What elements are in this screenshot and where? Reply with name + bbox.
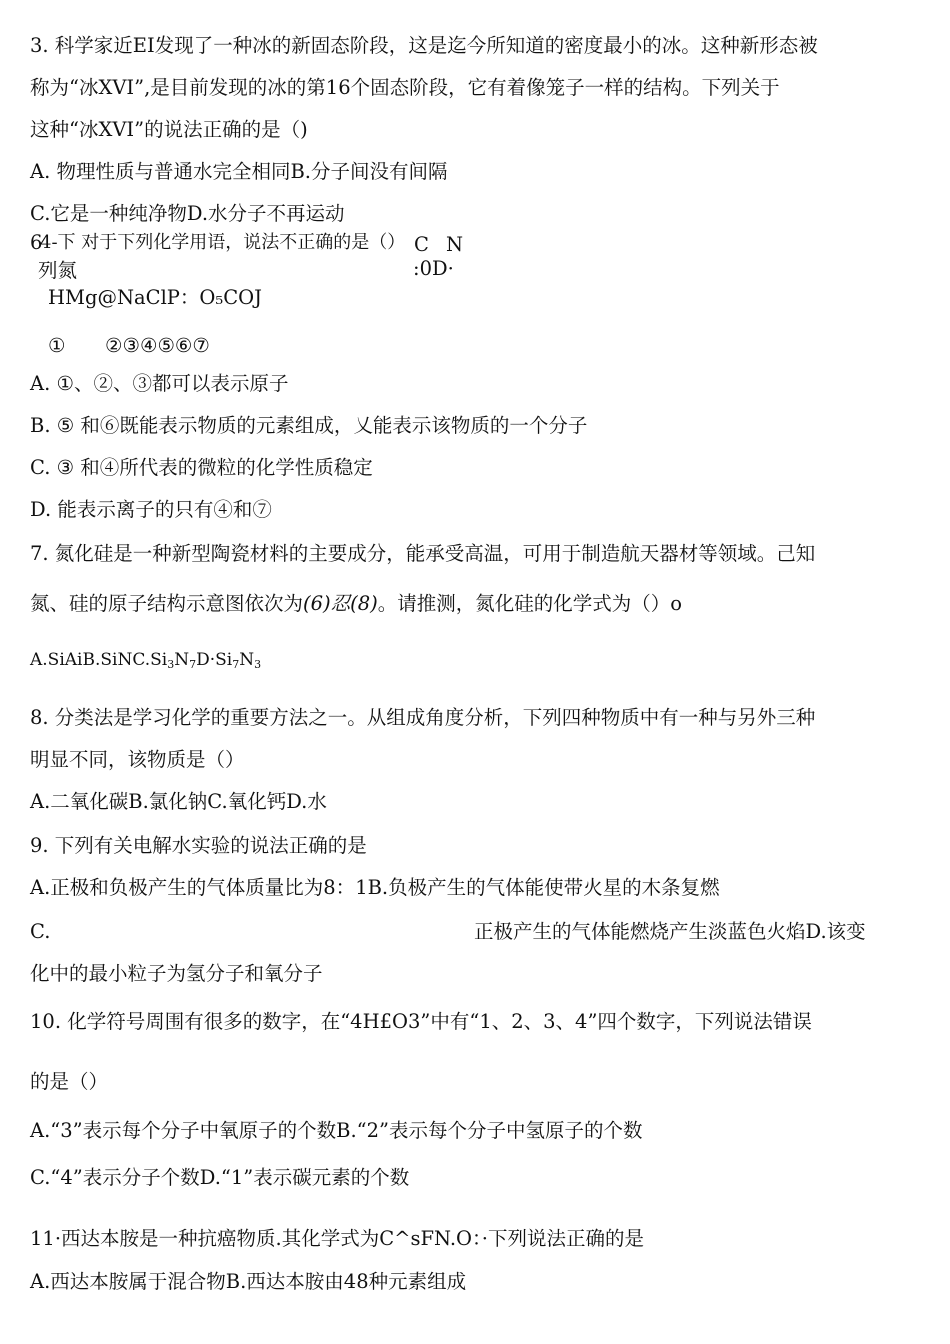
q9-line-1: 9. 下列有关电解水实验的说法正确的是 (30, 834, 367, 857)
q9-line-last: 化中的最小粒子为氢分子和氧分子 (30, 962, 323, 985)
q3-line-2: 称为“冰XVI”,是目前发现的冰的第16个固态阶段，它有着像笼子一样的结构。下列关于 (30, 76, 780, 99)
q9-option-c-label: C. (30, 920, 51, 943)
q8-line-1: 8. 分类法是学习化学的重要方法之一。从组成角度分析，下列四种物质中有一种与另外三种 (30, 706, 816, 729)
q8-options: A.二氧化碳B.氯化钠C.氧化钙D.水 (30, 790, 327, 813)
q7-opt-part-b: N (174, 650, 190, 670)
q6-formula-row: HMg@NaClP：O₅COJ (48, 286, 262, 309)
q7-sub-3: 7 (232, 658, 240, 671)
q6-option-b: B. ⑤ 和⑥既能表示物质的元素组成，乂能表示该物质的一个分子 (30, 414, 588, 437)
q7-opt-part-c: D·Si (196, 650, 233, 670)
q3-option-a-b: A. 物理性质与普通水完全相同B.分子间没有间隔 (30, 160, 448, 183)
q9-option-c-d-text: 正极产生的气体能燃烧产生淡蓝色火焰D.该变 (474, 920, 866, 943)
q6-number: 6 (30, 231, 43, 254)
q10-line-1: 10. 化学符号周围有很多的数字，在“4H£O3”中有“1、2、3、4”四个数字，下列说法错误 (30, 1010, 812, 1033)
q7-atom-diagram-text: (6)忍(8) (303, 592, 378, 615)
q11-option-a-b: A.西达本胺属于混合物B.西达本胺由48种元素组成 (30, 1270, 467, 1293)
q6-symbol-c: C (414, 233, 429, 256)
q6-markers-2-7: ②③④⑤⑥⑦ (105, 334, 210, 357)
q7-line-1: 7. 氮化硅是一种新型陶瓷材料的主要成分，能承受高温，可用于制造航天器材等领域。己知 (30, 542, 816, 565)
q3-line-3: 这种“冰XVI”的说法正确的是（) (30, 118, 308, 141)
q11-line-1: 11·西达本胺是一种抗癌物质.其化学式为C^sFN.O：·下列说法正确的是 (30, 1227, 644, 1250)
q6-stem: 4-下 对于下列化学用语，说法不正确的是（） (40, 232, 406, 253)
q9-option-a-b: A.正极和负极产生的气体质量比为8：1B.负极产生的气体能使带火星的木条复燃 (30, 876, 720, 899)
q6-symbol-n: N (446, 233, 464, 256)
q7-line-2-c: 。请推测，氮化硅的化学式为（）o (377, 592, 683, 615)
q7-opt-part-a: A.SiAiB.SiNC.Si (30, 650, 168, 670)
q10-option-a-b: A.“3”表示每个分子中氧原子的个数B.“2”表示每个分子中氢原子的个数 (30, 1119, 643, 1142)
q10-option-c-d: C.“4”表示分子个数D.“1”表示碳元素的个数 (30, 1166, 410, 1189)
q7-sub-1: 3 (167, 658, 175, 671)
q6-sub-label-right: :0D· (413, 257, 454, 280)
q6-option-c: C. ③ 和④所代表的微粒的化学性质稳定 (30, 456, 373, 479)
q6-marker-1: ① (48, 334, 66, 357)
q7-line-2 (30, 590, 682, 618)
q7-sub-2: 7 (189, 658, 197, 671)
q3-line-1: 3. 科学家近EI发现了一种冰的新固态阶段，这是迄今所知道的密度最小的冰。这种新形态被 (30, 34, 818, 57)
q8-line-2: 明显不同，该物质是（） (30, 748, 245, 771)
q7-opt-part-d: N (239, 650, 255, 670)
q10-line-2: 的是（） (30, 1070, 109, 1093)
q7-line-2-a: 氮、硅的原子结构示意图依次为 (30, 592, 304, 615)
q7-options (30, 646, 261, 674)
q3-option-c-d: C.它是一种纯净物D.水分子不再运动 (30, 202, 345, 225)
q6-sub-label-left: 列氮 (38, 259, 78, 282)
q6-option-d: D. 能表示离子的只有④和⑦ (30, 498, 272, 521)
q6-option-a: A. ①、②、③都可以表示原子 (30, 372, 289, 395)
q7-sub-4: 3 (254, 658, 262, 671)
